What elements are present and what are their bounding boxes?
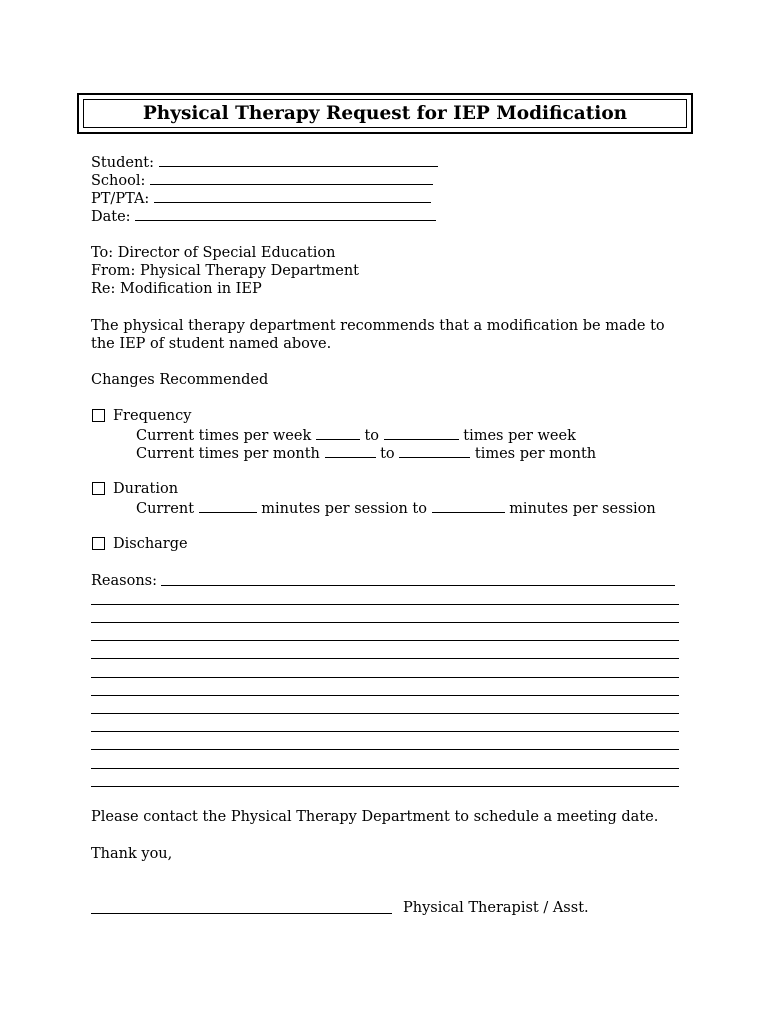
reasons-line[interactable]: [91, 640, 679, 641]
month-current-field[interactable]: [325, 444, 376, 458]
school-label: School:: [91, 173, 146, 189]
reasons-line[interactable]: [91, 658, 679, 659]
signature-line[interactable]: [91, 913, 392, 914]
reasons-line[interactable]: [91, 749, 679, 750]
reasons-line[interactable]: [91, 677, 679, 678]
week-new-field[interactable]: [384, 426, 459, 440]
discharge-checkbox[interactable]: [92, 537, 105, 550]
duration-row: [136, 499, 656, 518]
signature-label: Physical Therapist / Asst.: [403, 900, 589, 916]
memo-re: Re: Modification in IEP: [91, 281, 262, 297]
title-box: [77, 93, 693, 134]
duration-current-field[interactable]: [199, 499, 257, 513]
reasons-label: Reasons:: [91, 573, 157, 589]
reasons-line[interactable]: [91, 786, 679, 787]
reasons-line[interactable]: [91, 604, 679, 605]
week-current-label: Current times per week: [136, 428, 312, 444]
month-current-label: Current times per month: [136, 446, 320, 462]
memo-to: To: Director of Special Education: [91, 245, 336, 261]
memo-from: From: Physical Therapy Department: [91, 263, 359, 279]
school-field[interactable]: [150, 171, 433, 185]
reasons-line[interactable]: [91, 731, 679, 732]
thank-you: Thank you,: [91, 846, 173, 862]
date-row: [91, 207, 436, 226]
month-new-field[interactable]: [399, 444, 470, 458]
page-title: Physical Therapy Request for IEP Modification: [83, 99, 687, 128]
duration-new-field[interactable]: [432, 499, 505, 513]
frequency-month-row: [136, 444, 596, 463]
frequency-week-row: [136, 426, 576, 445]
week-current-field[interactable]: [316, 426, 360, 440]
student-row: [91, 153, 438, 172]
ptpta-row: [91, 189, 431, 208]
student-field[interactable]: [159, 153, 438, 167]
discharge-label: Discharge: [113, 536, 188, 552]
reasons-row: [91, 572, 157, 590]
contact-line: Please contact the Physical Therapy Department to schedule a meeting date.: [91, 809, 659, 825]
month-tail-label: times per month: [474, 446, 597, 462]
reasons-line[interactable]: [91, 622, 679, 623]
frequency-checkbox[interactable]: [92, 409, 105, 422]
reasons-line[interactable]: [91, 695, 679, 696]
reasons-line[interactable]: [91, 713, 679, 714]
date-field[interactable]: [135, 207, 436, 221]
reasons-line[interactable]: [91, 768, 679, 769]
student-label: Student:: [91, 155, 155, 171]
body-line-2: the IEP of student named above.: [91, 336, 332, 352]
month-to-label: to: [380, 446, 395, 462]
frequency-label: Frequency: [113, 408, 192, 424]
week-to-label: to: [364, 428, 380, 444]
duration-tail-label: minutes per session: [509, 501, 656, 517]
ptpta-label: PT/PTA:: [91, 191, 150, 207]
changes-heading: Changes Recommended: [91, 372, 269, 388]
duration-current-label: Current: [136, 501, 195, 517]
ptpta-field[interactable]: [154, 189, 431, 203]
week-tail-label: times per week: [463, 428, 576, 444]
duration-checkbox[interactable]: [92, 482, 105, 495]
date-label: Date:: [91, 209, 131, 225]
body-line-1: The physical therapy department recommends that a modification be made to: [91, 318, 665, 334]
duration-label: Duration: [113, 481, 179, 497]
school-row: [91, 171, 433, 190]
duration-mid-label: minutes per session to: [261, 501, 427, 517]
reasons-first-line[interactable]: [161, 585, 675, 586]
